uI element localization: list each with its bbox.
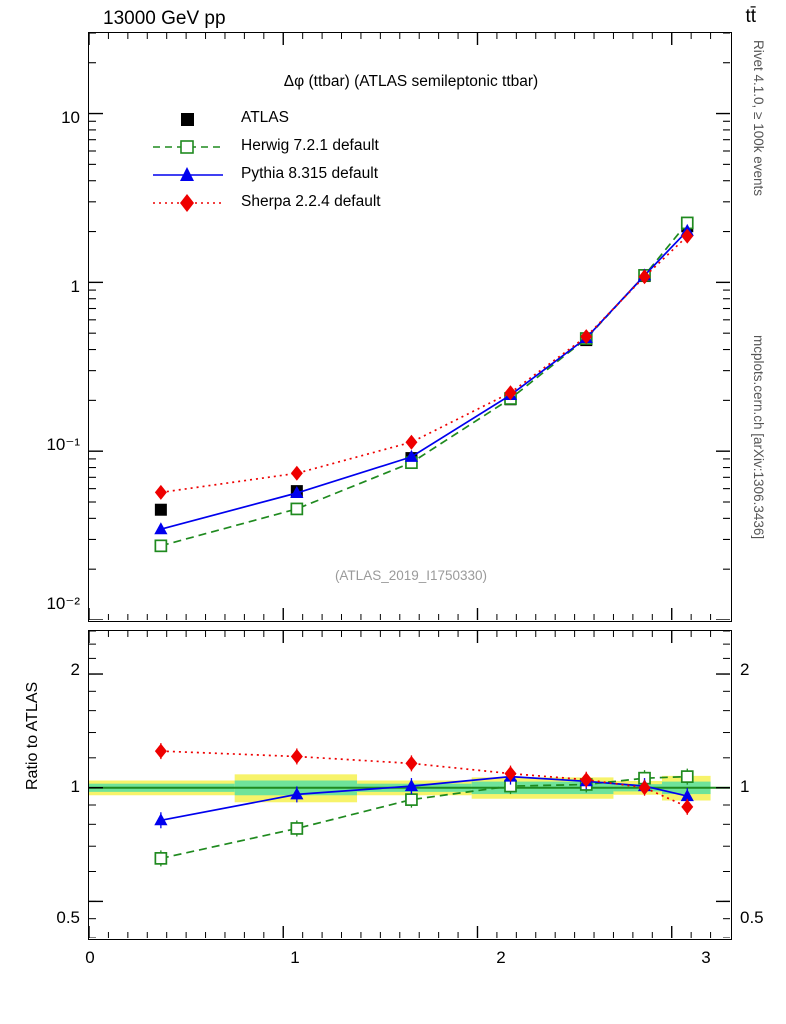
header-beam-label: 13000 GeV pp — [103, 8, 226, 29]
plot-title: Δφ (ttbar) (ATLAS semileptonic ttbar) — [283, 73, 539, 90]
legend-label-sherpa: Sherpa 2.2.4 default — [241, 193, 381, 210]
mcplots-arxiv-label: mcplots.cern.ch [arXiv:1306.3436] — [751, 335, 766, 540]
legend — [149, 105, 449, 217]
legend-marker-pythia — [149, 161, 229, 189]
header-process-label: tt̄ — [745, 6, 756, 27]
legend-item-pythia — [149, 161, 449, 189]
xtick-label-0: 0 — [85, 948, 95, 967]
dataset-watermark: (ATLAS_2019_I1750330) — [334, 568, 488, 583]
legend-label-herwig: Herwig 7.2.1 default — [241, 137, 379, 154]
ratio-axis-label: Ratio to ATLAS — [24, 681, 41, 790]
legend-item-herwig — [149, 133, 449, 161]
legend-marker-herwig — [149, 133, 229, 161]
main-plot-panel — [88, 32, 732, 622]
ratio-ytick-label-2-left: 2 — [70, 660, 80, 679]
ytick-label-0p1: 10⁻¹ — [46, 435, 80, 454]
ratio-ytick-label-2-right: 2 — [740, 660, 750, 679]
xtick-label-2: 2 — [496, 948, 506, 967]
xtick-label-3: 3 — [701, 948, 711, 967]
ratio-ytick-label-0p5-left: 0.5 — [56, 908, 80, 927]
legend-marker-atlas — [149, 105, 229, 133]
ratio-plot-canvas — [89, 631, 730, 938]
legend-label-atlas: ATLAS — [241, 109, 289, 126]
xtick-label-1: 1 — [290, 948, 300, 967]
ytick-label-10: 10 — [61, 108, 80, 127]
ratio-ytick-label-1-left: 1 — [70, 777, 80, 796]
ratio-ytick-label-0p5-right: 0.5 — [740, 908, 764, 927]
legend-item-atlas — [149, 105, 449, 133]
legend-label-pythia: Pythia 8.315 default — [241, 165, 379, 182]
legend-item-sherpa — [149, 189, 449, 217]
ratio-ytick-label-1-right: 1 — [740, 777, 750, 796]
rivet-version-label: Rivet 4.1.0, ≥ 100k events — [751, 40, 766, 196]
ratio-plot-panel — [88, 630, 732, 940]
legend-marker-sherpa — [149, 189, 229, 217]
ytick-label-0p01: 10⁻² — [46, 594, 80, 613]
ytick-label-1: 1 — [70, 277, 80, 296]
